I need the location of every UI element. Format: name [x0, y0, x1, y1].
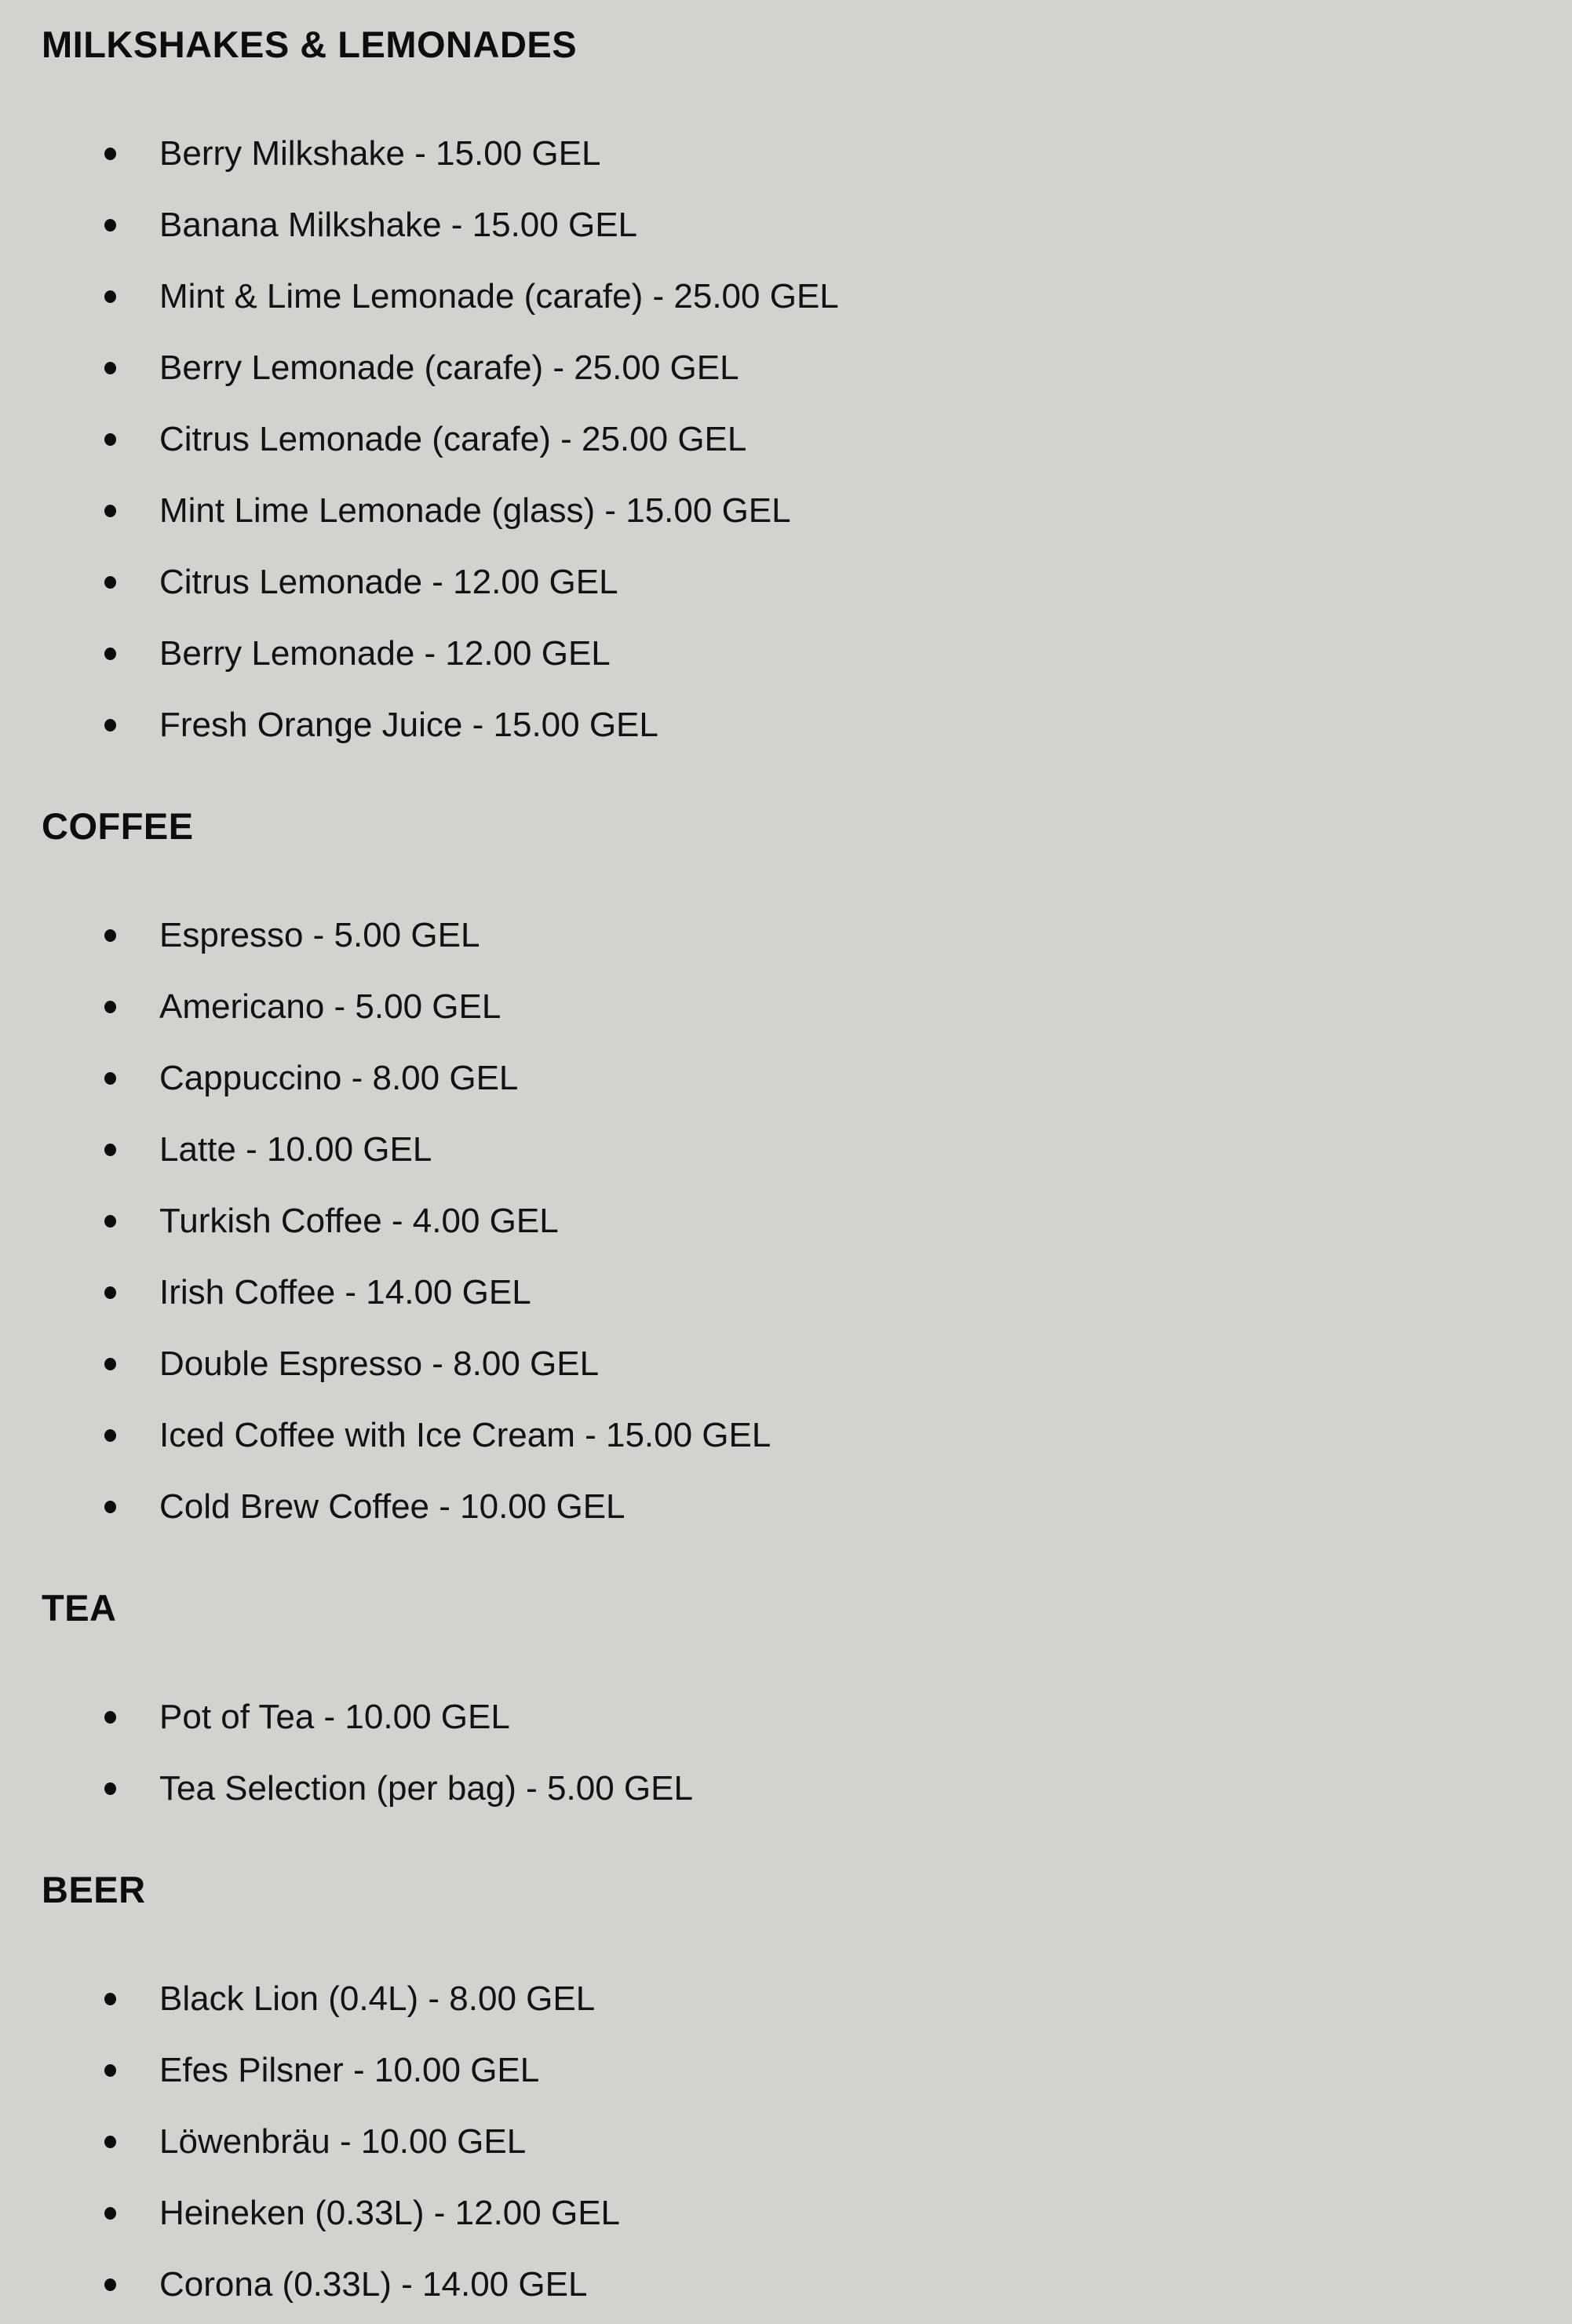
- menu-item: [159, 618, 1572, 689]
- menu-item-label: Löwenbräu - 10.00 GEL: [159, 2122, 527, 2161]
- menu-item-label: Black Lion (0.4L) - 8.00 GEL: [159, 1979, 596, 2018]
- menu-item-label: Cold Brew Coffee - 10.00 GEL: [159, 1487, 626, 1526]
- bullet-icon: [104, 1072, 116, 1085]
- menu-item-label: Citrus Lemonade - 12.00 GEL: [159, 563, 618, 601]
- menu-item: [159, 332, 1572, 403]
- menu-item: [159, 1399, 1572, 1471]
- bullet-icon: [104, 290, 116, 303]
- bullet-icon: [104, 1782, 116, 1795]
- bullet-icon: [104, 1501, 116, 1513]
- menu-list-coffee: [0, 899, 1572, 1542]
- bullet-icon: [104, 929, 116, 942]
- bullet-icon: [104, 1286, 116, 1299]
- bullet-icon: [104, 576, 116, 589]
- menu-item-label: Corona (0.33L) - 14.00 GEL: [159, 2265, 588, 2304]
- menu-item: [159, 1681, 1572, 1753]
- menu-item-label: Banana Milkshake - 15.00 GEL: [159, 206, 638, 244]
- menu-item: [159, 1753, 1572, 1824]
- menu-item-label: Iced Coffee with Ice Cream - 15.00 GEL: [159, 1416, 771, 1454]
- menu-item-label: Turkish Coffee - 4.00 GEL: [159, 1202, 559, 1240]
- menu-item-label: Citrus Lemonade (carafe) - 25.00 GEL: [159, 420, 747, 458]
- menu-item: [159, 1257, 1572, 1328]
- menu-item-label: Cappuccino - 8.00 GEL: [159, 1059, 519, 1097]
- bullet-icon: [104, 2278, 116, 2291]
- menu-list-tea: [0, 1681, 1572, 1824]
- bullet-icon: [104, 2136, 116, 2148]
- bullet-icon: [104, 719, 116, 731]
- menu-item: [159, 475, 1572, 546]
- menu-item-label: Latte - 10.00 GEL: [159, 1130, 432, 1169]
- menu-item-label: Mint & Lime Lemonade (carafe) - 25.00 GEL: [159, 277, 839, 316]
- menu-item: [159, 2106, 1572, 2177]
- menu-sections: [0, 18, 1572, 2320]
- bullet-icon: [104, 1711, 116, 1724]
- menu-list-milkshakes-lemonades: [0, 118, 1572, 761]
- menu-item: [159, 2177, 1572, 2249]
- menu-item: [159, 1042, 1572, 1114]
- menu-item: [159, 2034, 1572, 2106]
- menu-item-label: Efes Pilsner - 10.00 GEL: [159, 2051, 540, 2089]
- bullet-icon: [104, 1358, 116, 1370]
- bullet-icon: [104, 148, 116, 160]
- menu-item: [159, 403, 1572, 475]
- menu-item: [159, 189, 1572, 261]
- section-heading-coffee: COFFEE: [42, 805, 194, 847]
- menu-item: [159, 1963, 1572, 2034]
- menu-item-label: Fresh Orange Juice - 15.00 GEL: [159, 706, 658, 744]
- bullet-icon: [104, 1144, 116, 1156]
- section-heading-milkshakes-lemonades: MILKSHAKES & LEMONADES: [42, 24, 578, 65]
- menu-item-label: Espresso - 5.00 GEL: [159, 916, 480, 954]
- menu-item-label: Pot of Tea - 10.00 GEL: [159, 1698, 510, 1736]
- bullet-icon: [104, 648, 116, 660]
- menu-item: [159, 2249, 1572, 2320]
- menu-item: [159, 546, 1572, 618]
- menu-item: [159, 971, 1572, 1042]
- menu-item-label: Berry Milkshake - 15.00 GEL: [159, 134, 601, 173]
- menu-item: [159, 689, 1572, 761]
- bullet-icon: [104, 362, 116, 374]
- menu-item-label: Irish Coffee - 14.00 GEL: [159, 1273, 531, 1312]
- menu-item: [159, 1328, 1572, 1399]
- bullet-icon: [104, 219, 116, 232]
- bullet-icon: [104, 2207, 116, 2220]
- menu-item: [159, 1114, 1572, 1185]
- menu-item: [159, 261, 1572, 332]
- bullet-icon: [104, 433, 116, 446]
- bullet-icon: [104, 1429, 116, 1442]
- menu-item-label: Tea Selection (per bag) - 5.00 GEL: [159, 1769, 693, 1808]
- menu-list-beer: [0, 1963, 1572, 2320]
- menu-item-label: Mint Lime Lemonade (glass) - 15.00 GEL: [159, 491, 791, 530]
- bullet-icon: [104, 1215, 116, 1228]
- menu-item: [159, 1471, 1572, 1542]
- section-heading-tea: TEA: [42, 1587, 117, 1629]
- bullet-icon: [104, 1001, 116, 1013]
- menu-item-label: Americano - 5.00 GEL: [159, 987, 502, 1026]
- menu-item-label: Heineken (0.33L) - 12.00 GEL: [159, 2194, 621, 2232]
- bullet-icon: [104, 505, 116, 517]
- menu-item: [159, 899, 1572, 971]
- bullet-icon: [104, 2064, 116, 2077]
- menu-item-label: Double Espresso - 8.00 GEL: [159, 1344, 600, 1383]
- menu-item: [159, 118, 1572, 189]
- section-heading-beer: BEER: [42, 1869, 146, 1910]
- menu-item-label: Berry Lemonade (carafe) - 25.00 GEL: [159, 348, 739, 387]
- menu-item-label: Berry Lemonade - 12.00 GEL: [159, 634, 611, 673]
- bullet-icon: [104, 1993, 116, 2005]
- menu-item: [159, 1185, 1572, 1257]
